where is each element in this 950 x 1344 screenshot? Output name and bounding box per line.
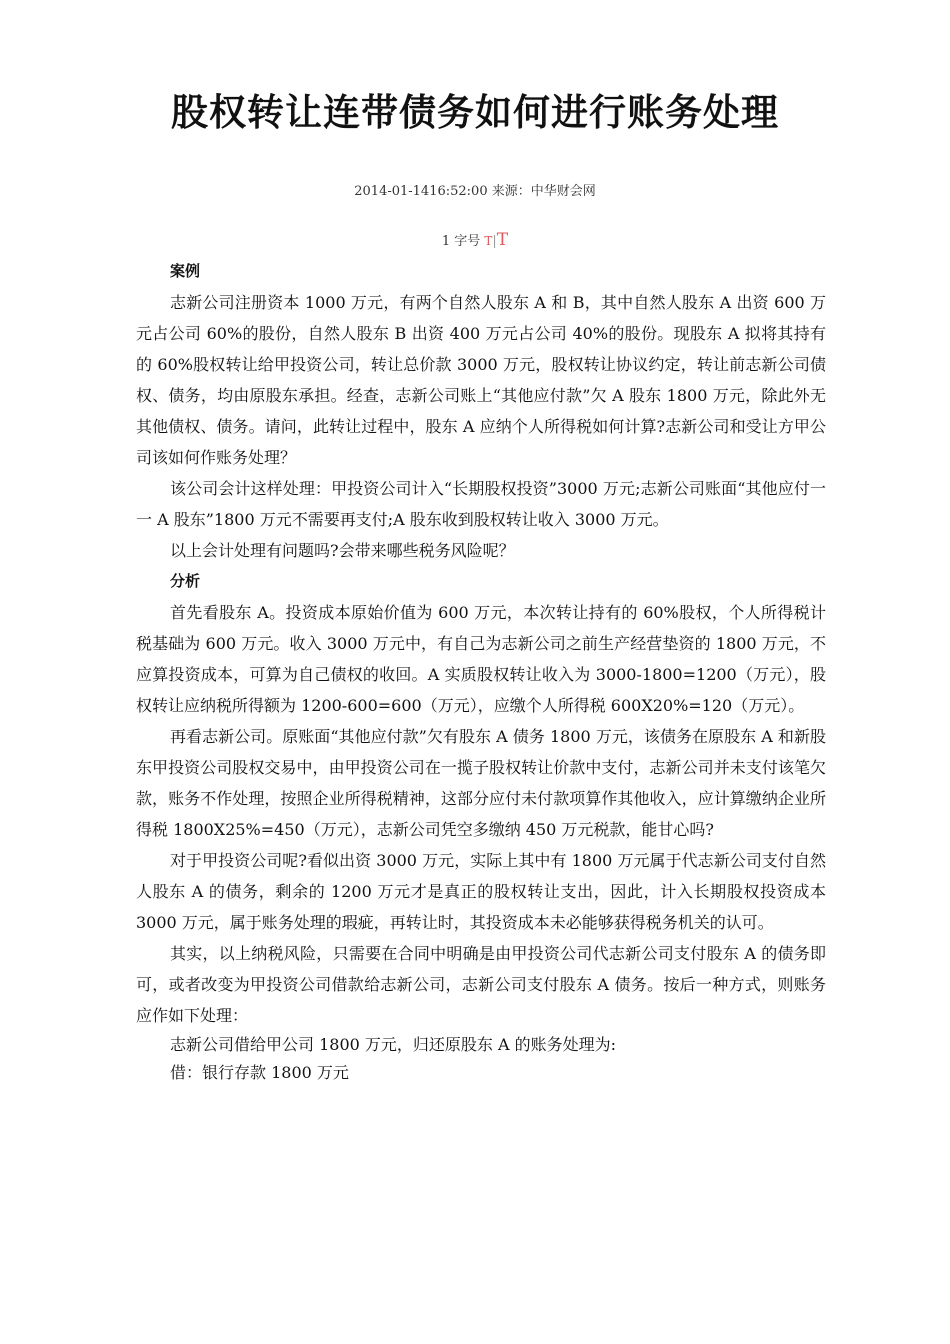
entry-line: 借：银行存款 1800 万元	[170, 1063, 349, 1082]
paragraph: 以上会计处理有问题吗?会带来哪些税务风险呢？	[170, 541, 515, 560]
article-body	[136, 256, 826, 1087]
entry-line: 志新公司借给甲公司 1800 万元，归还原股东 A 的账务处理为:	[170, 1035, 617, 1054]
paragraph: 其实，以上纳税风险，只需要在合同中明确是由甲投资公司代志新公司支付股东 A 的债务即可，或者改变为甲投资公司借款给志新公司，志新公司支付股东 A 债务。按后一种方式，则账务应作如下处理：	[136, 944, 826, 1025]
paragraph: 对于甲投资公司呢?看似出资 3000 万元，实际上其中有 1800 万元属于代志新公司支付自然人股东 A 的债务，剩余的 1200 万元才是真正的股权转让支出，因此，计入长期股权投资成本 3000 万元，属于账务处理的瑕疵，再转让时，其投资成本未必能够获得税务机关的认可。	[136, 851, 826, 932]
paragraph: 再看志新公司。原账面“其他应付款”欠有股东 A 债务 1800 万元，该债务在原股东 A 和新股东甲投资公司股权交易中，由甲投资公司在一揽子股权转让价款中支付，志新公司并未支付该笔欠款，账务不作处理，按照企业所得税精神，这部分应付未付款项算作其他收入，应计算缴纳企业所得税 1800X25%=450（万元），志新公司凭空多缴纳 450 万元税款，能甘心吗?	[136, 727, 826, 839]
section-heading: 分析	[170, 572, 201, 590]
paragraph: 该公司会计这样处理：甲投资公司计入“长期股权投资”3000 万元;志新公司账面“其他应付一一 A 股东”1800 万元不需要再支付;A 股东收到股权转让收入 3000 万元。	[136, 479, 826, 529]
paragraph: 首先看股东 A。投资成本原始价值为 600 万元，本次转让持有的 60%股权，个人所得税计税基础为 600 万元。收入 3000 万元中，有自己为志新公司之前生产经营垫资的 1800 万元，不应算投资成本，可算为自己债权的收回。A 实质股权转让收入为 3000-1800=1200（万元），股权转让应纳税所得额为 1200-600=600（万元），应缴个人所得税 600X20%=120（万元）。	[136, 603, 826, 715]
font-size-small-button[interactable]: T	[484, 234, 493, 248]
font-size-large-button[interactable]: T	[496, 230, 509, 250]
article-title: 股权转让连带债务如何进行账务处理	[171, 91, 779, 134]
font-size-control	[0, 230, 950, 250]
paragraph: 志新公司注册资本 1000 万元，有两个自然人股东 A 和 B，其中自然人股东 A 出资 600 万元占公司 60%的股份，自然人股东 B 出资 400 万元占公司 40%的股份。现股东 A 拟将其持有的 60%股权转让给甲投资公司，转让总价款 3000 万元，股权转让协议约定，转让前志新公司债权、债务，均由原股东承担。经查，志新公司账上“其他应付款”欠 A 股东 1800 万元，除此外无其他债权、债务。请问，此转让过程中，股东 A 应纳个人所得税如何计算?志新公司和受让方甲公司该如何作账务处理？	[136, 293, 826, 467]
font-size-separator: |	[492, 234, 497, 249]
article-meta: 2014-01-1416:52:00 来源：中华财会网	[354, 184, 596, 199]
font-size-label: 1 字号	[441, 234, 481, 249]
section-heading: 案例	[170, 262, 201, 280]
